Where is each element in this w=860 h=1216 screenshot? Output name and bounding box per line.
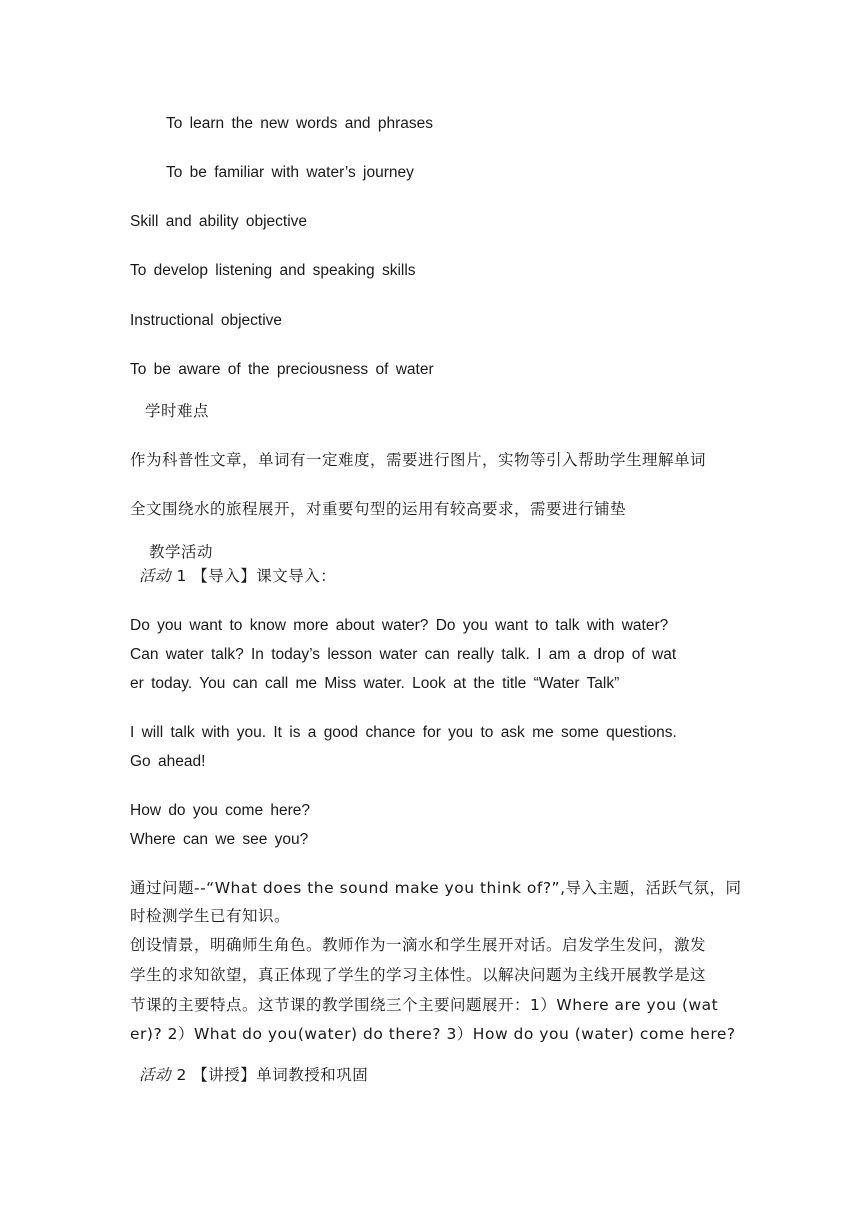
activity-1-prefix: 活动: [139, 567, 172, 585]
activity-2-number: 2: [176, 1066, 187, 1084]
activity-1-heading: [139, 566, 336, 586]
activity-1-number: 1: [176, 567, 187, 585]
activity-1-para-2-line-1: I will talk with you. It is a good chance for you to ask me some questions.: [130, 724, 677, 741]
activities-heading: 教学活动: [149, 543, 214, 561]
activity-1-para-1-line-3: er today. You can call me Miss water. Look at the title “Water Talk”: [130, 675, 620, 692]
instructional-objective-text: To be aware of the preciousness of water: [130, 361, 434, 378]
activity-1-note-2-line-3: 节课的主要特点。这节课的教学围绕三个主要问题展开：1）Where are you (wat: [130, 996, 719, 1014]
difficulty-point-1: 作为科普性文章，单词有一定难度，需要进行图片，实物等引入帮助学生理解单词: [130, 451, 707, 469]
activity-1-note-2-line-1: 创设情景，明确师生角色。教师作为一滴水和学生展开对话。启发学生发问，激发: [130, 936, 707, 954]
instructional-objective-heading: Instructional objective: [130, 312, 283, 329]
activity-1-question-2: Where can we see you?: [130, 831, 309, 848]
activity-2-prefix: 活动: [139, 1066, 172, 1084]
difficulties-heading: 学时难点: [145, 402, 210, 420]
activity-1-note-2-line-4: er)? 2）What do you(water) do there? 3）How do you (water) come here?: [130, 1025, 736, 1043]
activity-1-question-1: How do you come here?: [130, 802, 311, 819]
activity-1-title: 【导入】课文导入：: [192, 567, 337, 585]
knowledge-objective-2: To be familiar with water’s journey: [166, 164, 414, 181]
activity-1-para-1-line-1: Do you want to know more about water? Do you want to talk with water?: [130, 617, 669, 634]
activity-1-note-2-line-2: 学生的求知欲望，真正体现了学生的学习主体性。以解决问题为主线开展教学是这: [130, 966, 707, 984]
skill-objective-heading: Skill and ability objective: [130, 213, 308, 230]
activity-2-title: 【讲授】单词教授和巩固: [192, 1066, 369, 1084]
activity-2-heading: [139, 1065, 368, 1085]
difficulty-point-2: 全文围绕水的旅程展开，对重要句型的运用有较高要求，需要进行铺垫: [130, 500, 627, 518]
activity-1-note-1-line-1: 通过问题--“What does the sound make you think of?”,导入主题，活跃气氛，同: [130, 879, 742, 897]
knowledge-objective-1: To learn the new words and phrases: [166, 115, 434, 132]
activity-1-para-1-line-2: Can water talk? In today’s lesson water can really talk. I am a drop of wat: [130, 646, 677, 663]
activity-1-para-2-line-2: Go ahead!: [130, 753, 206, 770]
activity-1-note-1-line-2: 时检测学生已有知识。: [130, 907, 291, 925]
skill-objective-text: To develop listening and speaking skills: [130, 262, 416, 279]
